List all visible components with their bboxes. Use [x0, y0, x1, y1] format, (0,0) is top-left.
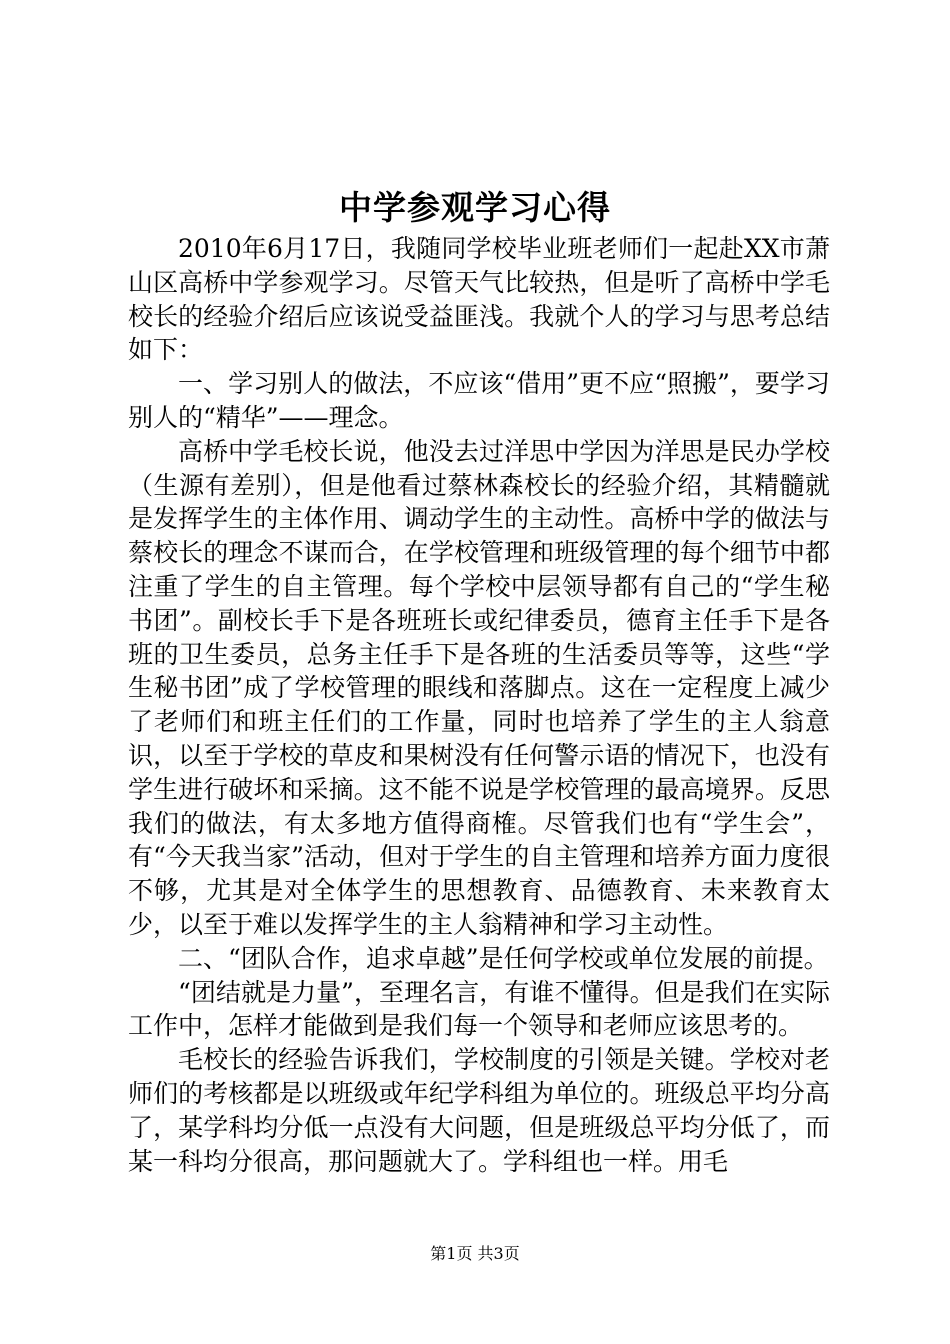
document-title: 中学参观学习心得 [339, 188, 611, 227]
paragraph-intro: 2010年6月17日，我随同学校毕业班老师们一起赴XX市萧山区高桥中学参观学习。尽管天气比较热，但是听了高桥中学毛校长的经验介绍后应该说受益匪浅。我就个人的学习与思考总结如下： [128, 234, 830, 365]
paragraph-unity: “团结就是力量”，至理名言，有谁不懂得。但是我们在实际工作中，怎样才能做到是我们每一个领导和老师应该思考的。 [128, 977, 830, 1041]
paragraph-gaoqiao-practice: 高桥中学毛校长说，他没去过洋思中学因为洋思是民办学校（生源有差别），但是他看过蔡林森校长的经验介绍，其精髓就是发挥学生的主体作用、调动学生的主动性。高桥中学的做法与蔡校长的理念不谋而合，在学校管理和班级管理的每个细节中都注重了学生的自主管理。每个学校中层领导都有自己的“学生秘书团”。副校长手下是各班班长或纪律委员，德育主任手下是各班的卫生委员，总务主任手下是各班的生活委员等等，这些“学生秘书团”成了学校管理的眼线和落脚点。这在一定程度上减少了老师们和班主任们的工作量，同时也培养了学生的主人翁意识，以至于学校的草皮和果树没有任何警示语的情况下，也没有学生进行破坏和采摘。这不能不说是学校管理的最高境界。反思我们的做法，有太多地方值得商榷。尽管我们也有“学生会”，有“今天我当家”活动，但对于学生的自主管理和培养方面力度很不够，尤其是对全体学生的思想教育、品德教育、未来教育太少，以至于难以发挥学生的主人翁精神和学习主动性。 [128, 436, 830, 939]
paragraph-heading-two: 二、“团队合作，追求卓越”是任何学校或单位发展的前提。 [178, 943, 829, 973]
page-footer: 第1页 共3页 [430, 1244, 520, 1263]
document-body [128, 232, 830, 1178]
paragraph-principal-experience: 毛校长的经验告诉我们，学校制度的引领是关键。学校对老师们的考核都是以班级或年纪学科组为单位的。班级总平均分高了，某学科均分低一点没有大问题，但是班级总平均分低了，而某一科均分很高，那问题就大了。学科组也一样。用毛 [128, 1045, 830, 1176]
paragraph-heading-one: 一、学习别人的做法，不应该“借用”更不应“照搬”，要学习别人的“精华”——理念。 [128, 369, 830, 432]
